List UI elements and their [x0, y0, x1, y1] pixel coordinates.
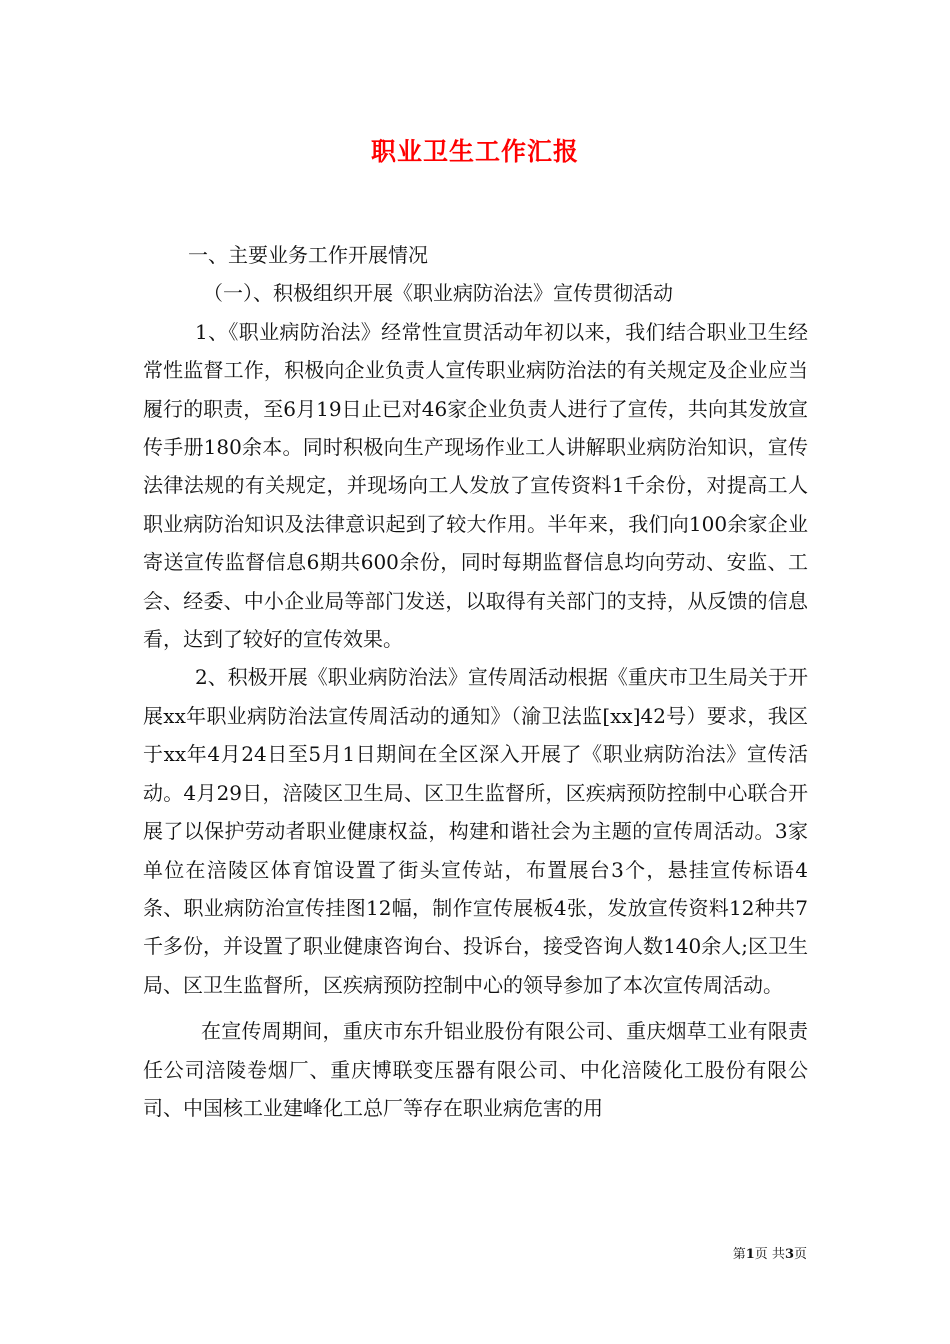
footer-total-pages: 3: [784, 1247, 794, 1262]
document-body: [143, 236, 808, 1127]
paragraph-3: 在宣传周期间，重庆市东升铝业股份有限公司、重庆烟草工业有限责任公司涪陵卷烟厂、重庆博联变压器有限公司、中化涪陵化工股份有限公司、中国核工业建峰化工总厂等存在职业病危害的用: [143, 1019, 808, 1120]
footer-suffix: 页: [793, 1247, 807, 1262]
footer-middle: 页 共: [754, 1247, 785, 1262]
paragraph-1: 1、《职业病防治法》经常性宣贯活动年初以来，我们结合职业卫生经常性监督工作，积极向企业负责人宣传职业病防治法的有关规定及企业应当履行的职责，至6月19日止已对46家企业负责人进行了宣传，共向其发放宣传手册180余本。同时积极向生产现场作业工人讲解职业病防治知识，宣传法律法规的有关规定，并现场向工人发放了宣传资料1千余份，对提高工人职业病防治知识及法律意识起到了较大作用。半年来，我们向100余家企业寄送宣传监督信息6期共600余份，同时每期监督信息均向劳动、安监、工会、经委、中小企业局等部门发送，以取得有关部门的支持，从反馈的信息看，达到了较好的宣传效果。: [143, 319, 808, 652]
document-title: 职业卫生工作汇报: [370, 137, 579, 166]
section-heading: 一、主要业务工作开展情况: [188, 243, 428, 267]
footer-page-number: 1: [745, 1247, 755, 1262]
paragraph-2: 2、积极开展《职业病防治法》宣传周活动根据《重庆市卫生局关于开展xx年职业病防治法宣传周活动的通知》（渝卫法监[xx]42号）要求，我区于xx年4月24日至5月1日期间在全区深入开展了《职业病防治法》宣传活动。4月29日，涪陵区卫生局、区卫生监督所，区疾病预防控制中心联合开展了以保护劳动者职业健康权益，构建和谐社会为主题的宣传周活动。3家单位在涪陵区体育馆设置了街头宣传站，布置展台3个，悬挂宣传标语4条、职业病防治宣传挂图12幅，制作宣传展板4张，发放宣传资料12种共7千多份，并设置了职业健康咨询台、投诉台，接受咨询人数140余人;区卫生局、区卫生监督所，区疾病预防控制中心的领导参加了本次宣传周活动。: [143, 665, 808, 997]
page-footer: [733, 1243, 807, 1262]
subsection-heading: （一）、积极组织开展《职业病防治法》宣传贯彻活动: [203, 281, 673, 306]
footer-prefix: 第: [732, 1247, 746, 1262]
